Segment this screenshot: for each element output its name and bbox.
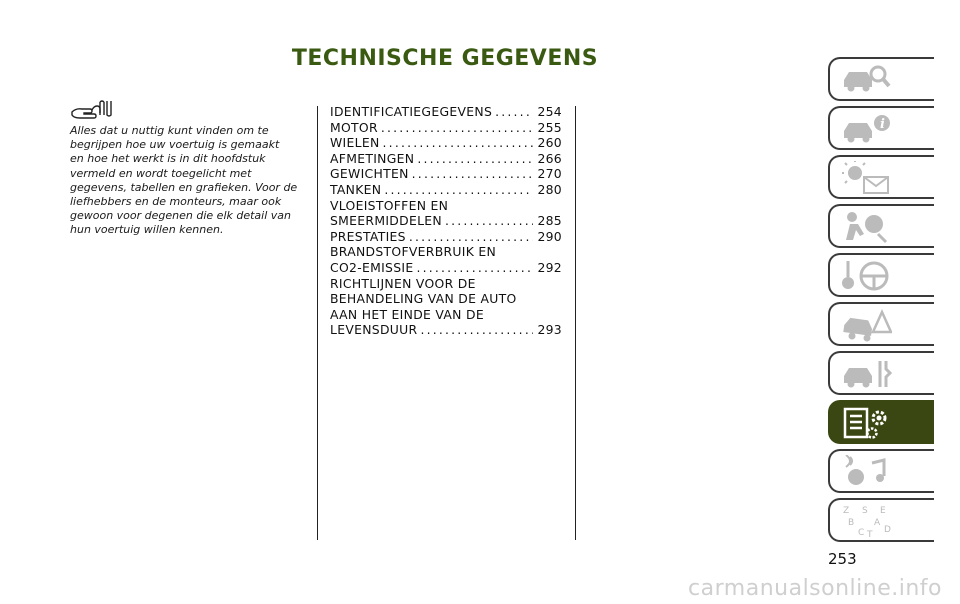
toc-entry-label-line: RICHTLIJNEN VOOR DE xyxy=(330,275,476,291)
toc-entry-label: IDENTIFICATIEGEGEVENS xyxy=(330,104,493,119)
tab-safety[interactable] xyxy=(828,204,934,248)
toc-entry-label-line: BEHANDELING VAN DE AUTO xyxy=(330,291,517,307)
key-steering-wheel-icon xyxy=(842,259,892,293)
index-letter: S xyxy=(862,506,868,516)
car-search-icon xyxy=(842,63,892,97)
page-number: 253 xyxy=(828,550,857,568)
tab-multimedia[interactable] xyxy=(828,449,934,493)
tab-car-info[interactable] xyxy=(828,106,934,150)
tab-technical-data[interactable] xyxy=(828,400,934,444)
toc-entry-label: CO2-EMISSIE xyxy=(330,259,414,275)
toc-entry-label: SMEERMIDDELEN xyxy=(330,213,442,229)
index-letter: Z xyxy=(843,506,850,516)
toc-entry-tanken[interactable] xyxy=(330,182,562,198)
toc-page-number: 254 xyxy=(537,104,562,119)
toc-entry-gewichten[interactable] xyxy=(330,166,562,182)
index-letter: A xyxy=(874,518,881,528)
airbag-safety-icon xyxy=(842,210,892,244)
index-letter: B xyxy=(848,518,855,528)
intro-line: gewoon voor degenen die elk detail van xyxy=(70,209,291,223)
tab-index[interactable] xyxy=(828,498,934,542)
toc-entry-label: WIELEN xyxy=(330,135,380,151)
toc-page-number: 260 xyxy=(537,135,562,151)
car-info-icon xyxy=(842,112,892,146)
toc-entry-label: GEWICHTEN xyxy=(330,166,409,182)
tab-emergency[interactable] xyxy=(828,302,934,346)
toc-entry-label-line: VLOEISTOFFEN EN xyxy=(330,197,449,213)
intro-text xyxy=(70,124,310,238)
alphabetical-index-icon xyxy=(842,504,892,538)
toc-page-number: 280 xyxy=(537,181,562,197)
pointing-hand-icon xyxy=(70,98,114,120)
toc-entry-label: LEVENSDUUR xyxy=(330,322,418,338)
intro-line: Alles dat u nuttig kunt vinden om te xyxy=(70,124,269,137)
svg-text:i: i xyxy=(880,117,885,132)
toc-entry-label-line: AAN HET EINDE VAN DE xyxy=(330,306,484,322)
toc-page-number: 285 xyxy=(537,213,562,229)
toc-entry-identificatiegegevens[interactable] xyxy=(330,104,562,120)
toc-entry-label-line: BRANDSTOFVERBRUIK EN xyxy=(330,244,497,260)
column-divider-right xyxy=(575,106,576,540)
tab-maintenance[interactable] xyxy=(828,351,934,395)
index-letter: E xyxy=(880,506,886,516)
toc-page-number: 255 xyxy=(537,119,562,135)
index-letter: D xyxy=(884,525,891,535)
car-emergency-triangle-icon xyxy=(842,308,892,342)
toc-entry-richtlijnen[interactable] xyxy=(330,276,562,338)
warning-light-message-icon xyxy=(842,161,892,195)
intro-line: en hoe het werkt is in dit hoofdstuk xyxy=(70,152,266,166)
car-maintenance-tools-icon xyxy=(842,357,892,391)
page-title: TECHNISCHE GEGEVENS xyxy=(291,46,599,71)
intro-line: liefhebbers en de monteurs, maar ook xyxy=(70,195,282,209)
tab-warning-lights[interactable] xyxy=(828,155,934,199)
toc-entry-motor[interactable] xyxy=(330,120,562,136)
intro-line: gegevens, tabellen en grafieken. Voor de xyxy=(70,180,298,194)
column-divider-left xyxy=(317,106,318,540)
multimedia-icon xyxy=(842,455,892,489)
intro-line: hun voertuig willen kennen. xyxy=(70,223,224,237)
toc-page-number: 290 xyxy=(537,228,562,244)
toc-page-number: 293 xyxy=(537,322,562,338)
technical-data-gear-icon xyxy=(842,406,892,440)
intro-line: vermeld en wordt toegelicht met xyxy=(70,166,252,180)
toc-entry-label: AFMETINGEN xyxy=(330,150,415,166)
index-letter: T xyxy=(867,530,873,538)
toc-entry-wielen[interactable] xyxy=(330,135,562,151)
toc-entry-label: PRESTATIES xyxy=(330,228,406,244)
table-of-contents xyxy=(330,104,562,338)
toc-entry-vloeistoffen[interactable] xyxy=(330,198,562,229)
intro-line: begrijpen hoe uw voertuig is gemaakt xyxy=(70,138,280,152)
toc-entry-label: MOTOR xyxy=(330,119,378,135)
tab-starting-driving[interactable] xyxy=(828,253,934,297)
toc-page-number: 292 xyxy=(537,259,562,275)
tab-car-search[interactable] xyxy=(828,57,934,101)
toc-entry-label: TANKEN xyxy=(330,181,382,197)
toc-entry-afmetingen[interactable] xyxy=(330,151,562,167)
index-letter: C xyxy=(858,528,865,538)
toc-entry-brandstofverbruik[interactable] xyxy=(330,244,562,275)
toc-entry-prestaties[interactable] xyxy=(330,229,562,245)
toc-page-number: 266 xyxy=(537,150,562,166)
toc-page-number: 270 xyxy=(537,166,562,182)
watermark: carmanualsonline.info xyxy=(688,576,942,601)
